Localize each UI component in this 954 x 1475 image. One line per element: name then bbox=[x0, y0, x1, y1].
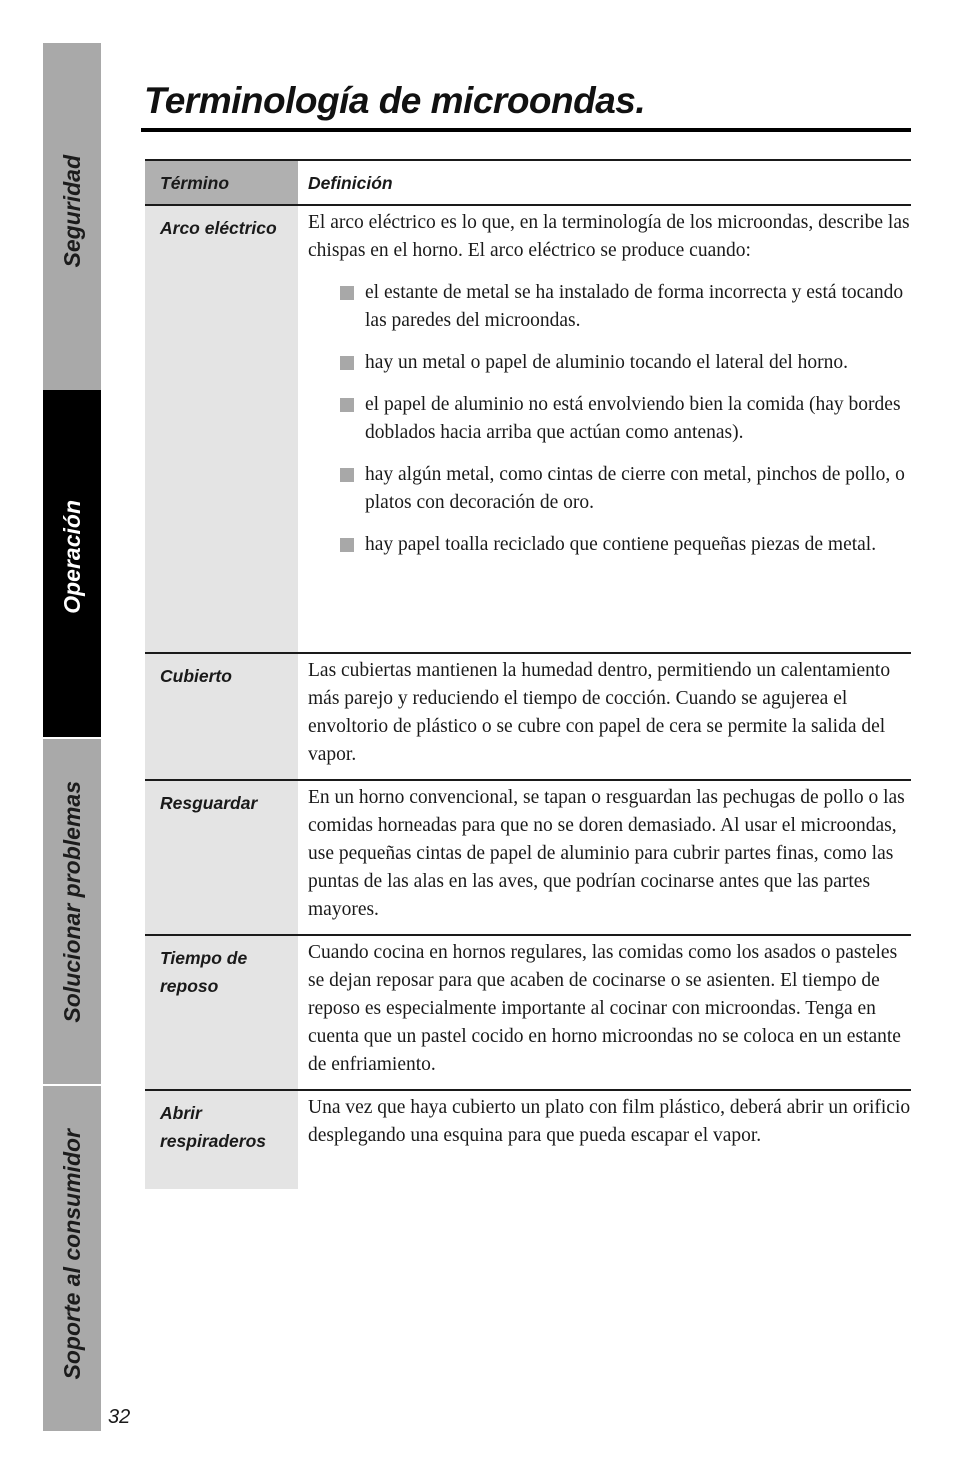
square-bullet-icon bbox=[340, 286, 354, 300]
header-term: Término bbox=[145, 161, 298, 204]
row-definition: En un horno convencional, se tapan o resguardan las pechugas de pollo o las comidas horneadas para que no se doren demasiado. Al usar el microondas, use pequeñas cintas de papel de aluminio para cubrir partes finas, como las puntas de las alas en las aves, que podrían cocinarse antes que las partes mayores. bbox=[308, 787, 905, 920]
table-header bbox=[145, 159, 911, 204]
table-row bbox=[145, 652, 911, 779]
terminology-table bbox=[145, 159, 911, 1189]
title-divider bbox=[141, 128, 911, 132]
list-item bbox=[340, 391, 911, 447]
table-row bbox=[145, 1089, 911, 1189]
row-definition bbox=[298, 206, 911, 652]
square-bullet-icon bbox=[340, 468, 354, 482]
square-bullet-icon bbox=[340, 398, 354, 412]
tab-label: Seguridad bbox=[58, 155, 85, 268]
tab-operacion[interactable] bbox=[43, 390, 101, 737]
row-definition: Las cubiertas mantienen la humedad dentro, permitiendo un calentamiento más parejo y reduciendo el tiempo de cocción. Cuando se agujerea el envoltorio de plástico o se cubre con papel de cera se permite la salida del vapor. bbox=[308, 660, 891, 765]
list-item-text: el estante de metal se ha instalado de forma incorrecta y está tocando las paredes del microondas. bbox=[365, 282, 904, 331]
tab-label: Solucionar problemas bbox=[58, 781, 85, 1023]
page-title: Terminología de microondas. bbox=[144, 80, 646, 121]
page-number: 32 bbox=[108, 1406, 131, 1428]
tab-seguridad[interactable] bbox=[43, 43, 101, 390]
header-definition: Definición bbox=[308, 173, 393, 193]
tab-solucionar-problemas[interactable] bbox=[43, 737, 101, 1084]
table-row bbox=[145, 779, 911, 934]
list-item-text: hay papel toalla reciclado que contiene pequeñas piezas de metal. bbox=[365, 534, 877, 555]
list-item bbox=[340, 349, 911, 377]
square-bullet-icon bbox=[340, 356, 354, 370]
section-tabs bbox=[43, 43, 101, 1431]
table-row bbox=[145, 934, 911, 1089]
list-item bbox=[340, 279, 911, 335]
tab-label: Operación bbox=[58, 500, 85, 614]
list-item-text: hay algún metal, como cintas de cierre con metal, pinchos de pollo, o platos con decoración de oro. bbox=[365, 464, 905, 513]
tab-label: Soporte al consumidor bbox=[58, 1129, 85, 1380]
list-item-text: hay un metal o papel de aluminio tocando el lateral del horno. bbox=[365, 352, 849, 373]
row-term: Resguardar bbox=[145, 781, 298, 934]
tab-soporte-al-consumidor[interactable] bbox=[43, 1084, 101, 1431]
list-item bbox=[340, 531, 911, 559]
square-bullet-icon bbox=[340, 538, 354, 552]
row-term: Abrir respiraderos bbox=[145, 1091, 298, 1189]
row-definition: Una vez que haya cubierto un plato con film plástico, deberá abrir un orificio desplegando una esquina para que pueda escapar el vapor. bbox=[308, 1097, 911, 1146]
definition-text: El arco eléctrico es lo que, en la terminología de los microondas, describe las chispas en el horno. El arco eléctrico se produce cuando: bbox=[308, 212, 910, 261]
row-definition: Cuando cocina en hornos regulares, las comidas como los asados o pasteles se dejan reposar para que acaben de cocinarse o se asienten. El tiempo de reposo es especialmente importante al cocinar con microondas. Tenga en cuenta que un pastel cocido en horno microondas no se coloca en un estante de enfriamiento. bbox=[308, 942, 901, 1075]
table-row bbox=[145, 204, 911, 652]
bullet-list bbox=[308, 279, 911, 559]
list-item-text: el papel de aluminio no está envolviendo bien la comida (hay bordes doblados hacia arriba que actúan como antenas). bbox=[365, 394, 901, 443]
row-term: Tiempo de reposo bbox=[145, 936, 298, 1089]
row-term: Cubierto bbox=[145, 654, 298, 779]
list-item bbox=[340, 461, 911, 517]
row-term: Arco eléctrico bbox=[145, 206, 298, 652]
